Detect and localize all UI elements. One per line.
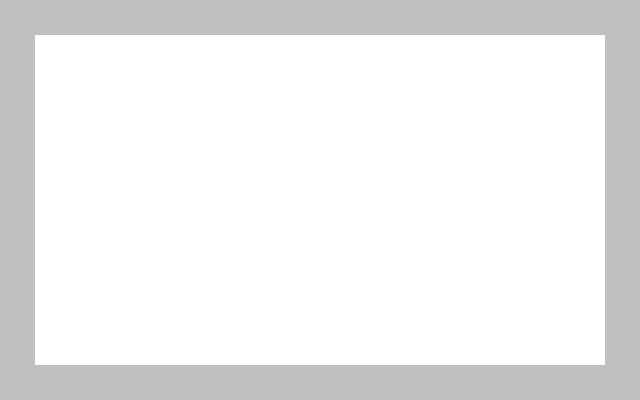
empty-content-area[interactable] bbox=[35, 35, 605, 365]
blank-window[interactable] bbox=[35, 35, 605, 365]
